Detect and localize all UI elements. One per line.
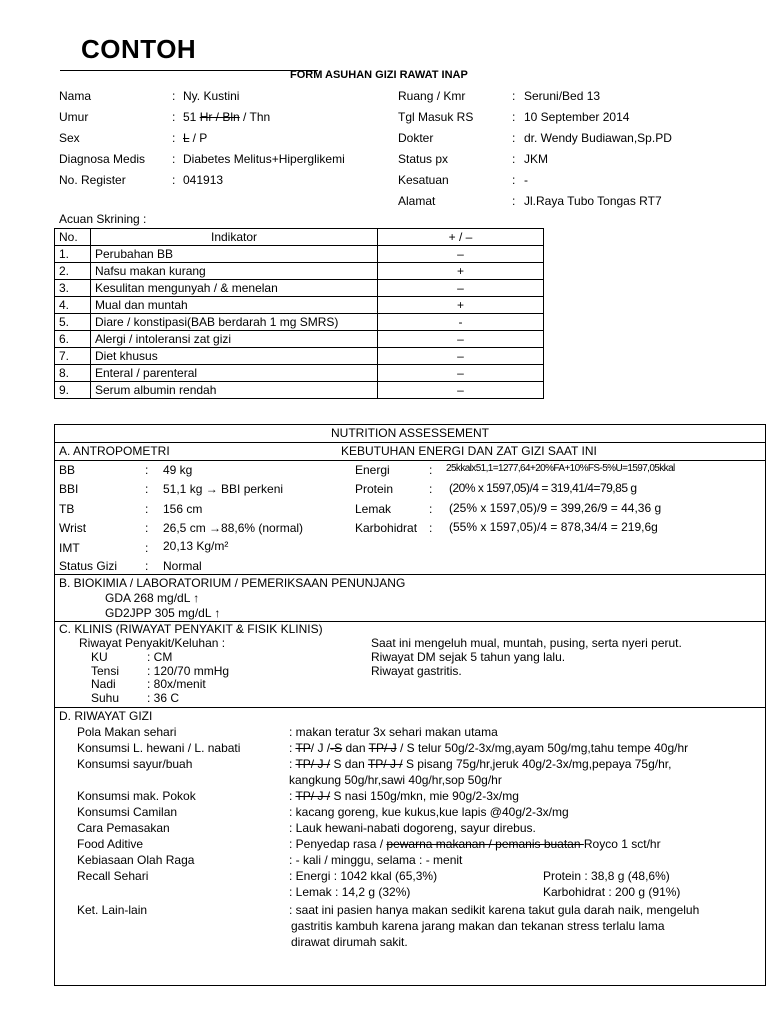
camilan-label: Konsumsi Camilan — [77, 805, 178, 819]
pokok-value — [289, 789, 519, 803]
alamat-value: Jl.Raya Tubo Tongas RT7 — [524, 194, 662, 208]
table-row — [55, 246, 544, 263]
olahraga-value: : - kali / minggu, selama : - menit — [289, 853, 463, 867]
colon: : — [512, 194, 516, 208]
table-row — [55, 331, 544, 348]
colon: : — [172, 173, 176, 187]
section-d-title: D. RIWAYAT GIZI — [59, 709, 153, 723]
recall-karbo: Karbohidrat : 200 g (91%) — [543, 885, 681, 899]
sex-struck: L — [183, 131, 190, 145]
text-part: / S telur 50g/2-3x/mg,ayam 50g/mg,tahu tempe 40g/hr — [396, 741, 689, 755]
text-part: : Penyedap rasa / — [289, 837, 387, 851]
nutrition-assessment-box — [54, 424, 766, 986]
tb-label: TB — [59, 502, 75, 516]
colon: : — [145, 559, 149, 573]
wrist-label: Wrist — [59, 521, 87, 535]
nama-label: Nama — [59, 89, 92, 103]
row-no: 7. — [55, 348, 91, 365]
karbohidrat-label: Karbohidrat — [355, 521, 418, 535]
tensi-label: Tensi — [91, 664, 120, 678]
recall-protein: Protein : 38,8 g (48,6%) — [543, 869, 670, 883]
umur-unit: / Thn — [239, 110, 271, 124]
protein-value: (20% x 1597,05)/4 = 319,41/4=79,85 g — [449, 481, 637, 495]
keluhan-line-2: Riwayat DM sejak 5 tahun yang lalu. — [371, 650, 566, 664]
ku-value: : CM — [147, 650, 173, 664]
wrist-value: 26,5 cm →88,6% (normal) — [163, 521, 304, 535]
pola-makan-label: Pola Makan sehari — [77, 725, 177, 739]
row-indikator: Diet khusus — [91, 348, 378, 365]
colon: : — [172, 152, 176, 166]
lain-line-1: : saat ini pasien hanya makan sedikit karena takut gula darah naik, mengeluh — [289, 903, 700, 917]
riwayat-label: Riwayat Penyakit/Keluhan : — [79, 636, 226, 650]
row-result: – — [378, 331, 544, 348]
aditive-label: Food Aditive — [77, 837, 144, 851]
lain-label: Ket. Lain-lain — [77, 903, 148, 917]
karbohidrat-value: (55% x 1597,05)/4 = 878,34/4 = 219,6g — [449, 520, 658, 534]
pola-makan-value: : makan teratur 3x sehari makan utama — [289, 725, 498, 739]
table-row — [55, 280, 544, 297]
header-indikator: Indikator — [91, 229, 378, 246]
row-indikator: Diare / konstipasi(BAB berdarah 1 mg SMRS) — [91, 314, 378, 331]
pemasakan-value: : Lauk hewani-nabati dogoreng, sayur direbus. — [289, 821, 536, 835]
alamat-label: Alamat — [398, 194, 436, 208]
ruang-value: Seruni/Bed 13 — [524, 89, 601, 103]
recall-label: Recall Sehari — [77, 869, 149, 883]
colon: : — [172, 110, 176, 124]
umur-struck-unit: Hr / Bln — [199, 110, 240, 124]
tb-value: 156 cm — [163, 502, 203, 516]
divider — [55, 460, 765, 461]
colon: : — [145, 482, 149, 496]
suhu-label: Suhu — [91, 691, 120, 705]
gd2jpp-value: GD2JPP 305 mg/dL ↑ — [105, 606, 221, 620]
row-indikator: Nafsu makan kurang — [91, 263, 378, 280]
row-indikator: Mual dan muntah — [91, 297, 378, 314]
lemak-label: Lemak — [355, 502, 392, 516]
keluhan-line-1: Saat ini mengeluh mual, muntah, pusing, serta nyeri perut. — [371, 636, 682, 650]
row-result: + — [378, 297, 544, 314]
sayur-label: Konsumsi sayur/buah — [77, 757, 193, 771]
row-no: 2. — [55, 263, 91, 280]
sex-label: Sex — [59, 131, 80, 145]
text-part: dan — [342, 741, 369, 755]
lemak-value: (25% x 1597,05)/9 = 399,26/9 = 44,36 g — [449, 501, 662, 515]
pokok-label: Konsumsi mak. Pokok — [77, 789, 196, 803]
row-result: + — [378, 263, 544, 280]
status-px-label: Status px — [398, 152, 449, 166]
row-no: 6. — [55, 331, 91, 348]
row-no: 4. — [55, 297, 91, 314]
recall-lemak: : Lemak : 14,2 g (32%) — [289, 885, 411, 899]
row-no: 3. — [55, 280, 91, 297]
table-row — [55, 263, 544, 280]
nadi-label: Nadi — [91, 677, 116, 691]
colon: : — [429, 463, 433, 477]
umur-number: 51 — [183, 110, 200, 124]
colon: : — [145, 541, 149, 555]
bb-value: 49 kg — [163, 463, 193, 477]
dokter-label: Dokter — [398, 131, 434, 145]
table-row — [55, 297, 544, 314]
tgl-masuk-label: Tgl Masuk RS — [398, 110, 474, 124]
table-row — [55, 365, 544, 382]
imt-label: IMT — [59, 541, 80, 555]
struck-part: TP/ J — [368, 741, 397, 755]
umur-value — [183, 110, 270, 124]
text-part: S dan — [330, 757, 368, 771]
text-part: : — [289, 741, 296, 755]
table-row — [55, 382, 544, 399]
colon: : — [145, 521, 149, 535]
energi-label: Energi — [355, 463, 390, 477]
status-gizi-label: Status Gizi — [59, 559, 118, 573]
nama-value: Ny. Kustini — [183, 89, 240, 103]
diagnosa-value: Diabetes Melitus+Hiperglikemi — [183, 152, 345, 166]
form-title: FORM ASUHAN GIZI RAWAT INAP — [290, 69, 468, 81]
row-result: – — [378, 365, 544, 382]
section-a-title: A. ANTROPOMETRI — [59, 444, 170, 458]
row-indikator: Serum albumin rendah — [91, 382, 378, 399]
section-b-title: B. BIOKIMIA / LABORATORIUM / PEMERIKSAAN PENUNJANG — [59, 576, 406, 590]
text-part: : — [289, 757, 296, 771]
colon: : — [145, 463, 149, 477]
sex-value — [183, 131, 207, 145]
colon: : — [429, 521, 433, 535]
colon: : — [512, 131, 516, 145]
struck-part: TP/ J / — [295, 789, 331, 803]
divider — [55, 442, 765, 443]
row-result: – — [378, 280, 544, 297]
divider — [55, 707, 765, 708]
colon: : — [172, 131, 176, 145]
struck-part: TP/ J / — [295, 757, 331, 771]
row-no: 1. — [55, 246, 91, 263]
page-title: CONTOH — [81, 34, 197, 64]
colon: : — [429, 482, 433, 496]
row-indikator: Perubahan BB — [91, 246, 378, 263]
assessment-title: NUTRITION ASSESSEMENT — [330, 426, 490, 440]
suhu-value: : 36 C — [147, 691, 180, 705]
text-part: S nasi 150g/mkn, mie 90g/2-3x/mg — [330, 789, 519, 803]
text-part: : — [289, 789, 296, 803]
aditive-value — [289, 837, 661, 851]
bb-label: BB — [59, 463, 76, 477]
status-px-value: JKM — [524, 152, 548, 166]
hewani-value — [289, 741, 688, 755]
tgl-masuk-value: 10 September 2014 — [524, 110, 630, 124]
ruang-label: Ruang / Kmr — [398, 89, 466, 103]
row-indikator: Enteral / parenteral — [91, 365, 378, 382]
imt-value: 20,13 Kg/m² — [163, 539, 229, 553]
diagnosa-label: Diagnosa Medis — [59, 152, 146, 166]
colon: : — [172, 89, 176, 103]
bbi-label: BBI — [59, 482, 79, 496]
lain-line-3: dirawat dirumah sakit. — [291, 935, 408, 949]
struck-part: pewarna makanan / pemanis buatan — [386, 837, 584, 851]
section-c-title: C. KLINIS (RIWAYAT PENYAKIT & FISIK KLINIS) — [59, 622, 323, 636]
row-indikator: Kesulitan mengunyah / & menelan — [91, 280, 378, 297]
tensi-value: : 120/70 mmHg — [147, 664, 230, 678]
pemasakan-label: Cara Pemasakan — [77, 821, 170, 835]
register-value: 041913 — [183, 173, 224, 187]
ku-label: KU — [91, 650, 108, 664]
row-no: 8. — [55, 365, 91, 382]
divider — [55, 574, 765, 575]
row-no: 5. — [55, 314, 91, 331]
needs-title: KEBUTUHAN ENERGI DAN ZAT GIZI SAAT INI — [341, 444, 597, 458]
text-part: Royco 1 sct/hr — [583, 837, 661, 851]
colon: : — [512, 89, 516, 103]
row-indikator: Alergi / intoleransi zat gizi — [91, 331, 378, 348]
screening-table — [54, 228, 544, 399]
row-result: – — [378, 382, 544, 399]
colon: : — [429, 502, 433, 516]
lain-line-2: gastritis kambuh karena jarang makan dan tekanan stress terlalu lama — [291, 919, 665, 933]
struck-part: TP — [295, 741, 311, 755]
dokter-value: dr. Wendy Budiawan,Sp.PD — [524, 131, 672, 145]
kesatuan-value: - — [524, 173, 528, 187]
register-label: No. Register — [59, 173, 126, 187]
camilan-value: : kacang goreng, kue kukus,kue lapis @40g/2-3x/mg — [289, 805, 569, 819]
gda-value: GDA 268 mg/dL ↑ — [105, 591, 200, 605]
sex-selected: / P — [189, 131, 208, 145]
colon: : — [145, 502, 149, 516]
title-underline — [60, 70, 318, 71]
recall-energi: : Energi : 1042 kkal (65,3%) — [289, 869, 438, 883]
text-part: / J / — [310, 741, 331, 755]
row-result: - — [378, 314, 544, 331]
header-plusminus: + / – — [378, 229, 544, 246]
table-header-row — [55, 229, 544, 246]
sayur-value — [289, 757, 671, 771]
header-no: No. — [55, 229, 91, 246]
colon: : — [512, 110, 516, 124]
umur-label: Umur — [59, 110, 89, 124]
energi-value: 25kkalx51,1=1277,64+20%FA+10%FS-5%U=1597,05kkal — [446, 463, 675, 474]
struck-part: TP/ J / — [367, 757, 403, 771]
olahraga-label: Kebiasaan Olah Raga — [77, 853, 195, 867]
row-result: – — [378, 246, 544, 263]
kesatuan-label: Kesatuan — [398, 173, 449, 187]
hewani-label: Konsumsi L. hewani / L. nabati — [77, 741, 241, 755]
struck-part: -S — [330, 741, 343, 755]
nadi-value: : 80x/menit — [147, 677, 206, 691]
bbi-value: 51,1 kg → BBI perkeni — [163, 482, 284, 496]
sayur-value-cont: kangkung 50g/hr,sawi 40g/hr,sop 50g/hr — [289, 773, 502, 787]
table-row — [55, 314, 544, 331]
colon: : — [512, 152, 516, 166]
text-part: S pisang 75g/hr,jeruk 40g/2-3x/mg,pepaya 75g/hr, — [402, 757, 672, 771]
status-gizi-value: Normal — [163, 559, 202, 573]
row-result: – — [378, 348, 544, 365]
screening-caption: Acuan Skrining : — [59, 212, 147, 226]
table-row — [55, 348, 544, 365]
colon: : — [512, 173, 516, 187]
row-no: 9. — [55, 382, 91, 399]
keluhan-line-3: Riwayat gastritis. — [371, 664, 462, 678]
protein-label: Protein — [355, 482, 394, 496]
